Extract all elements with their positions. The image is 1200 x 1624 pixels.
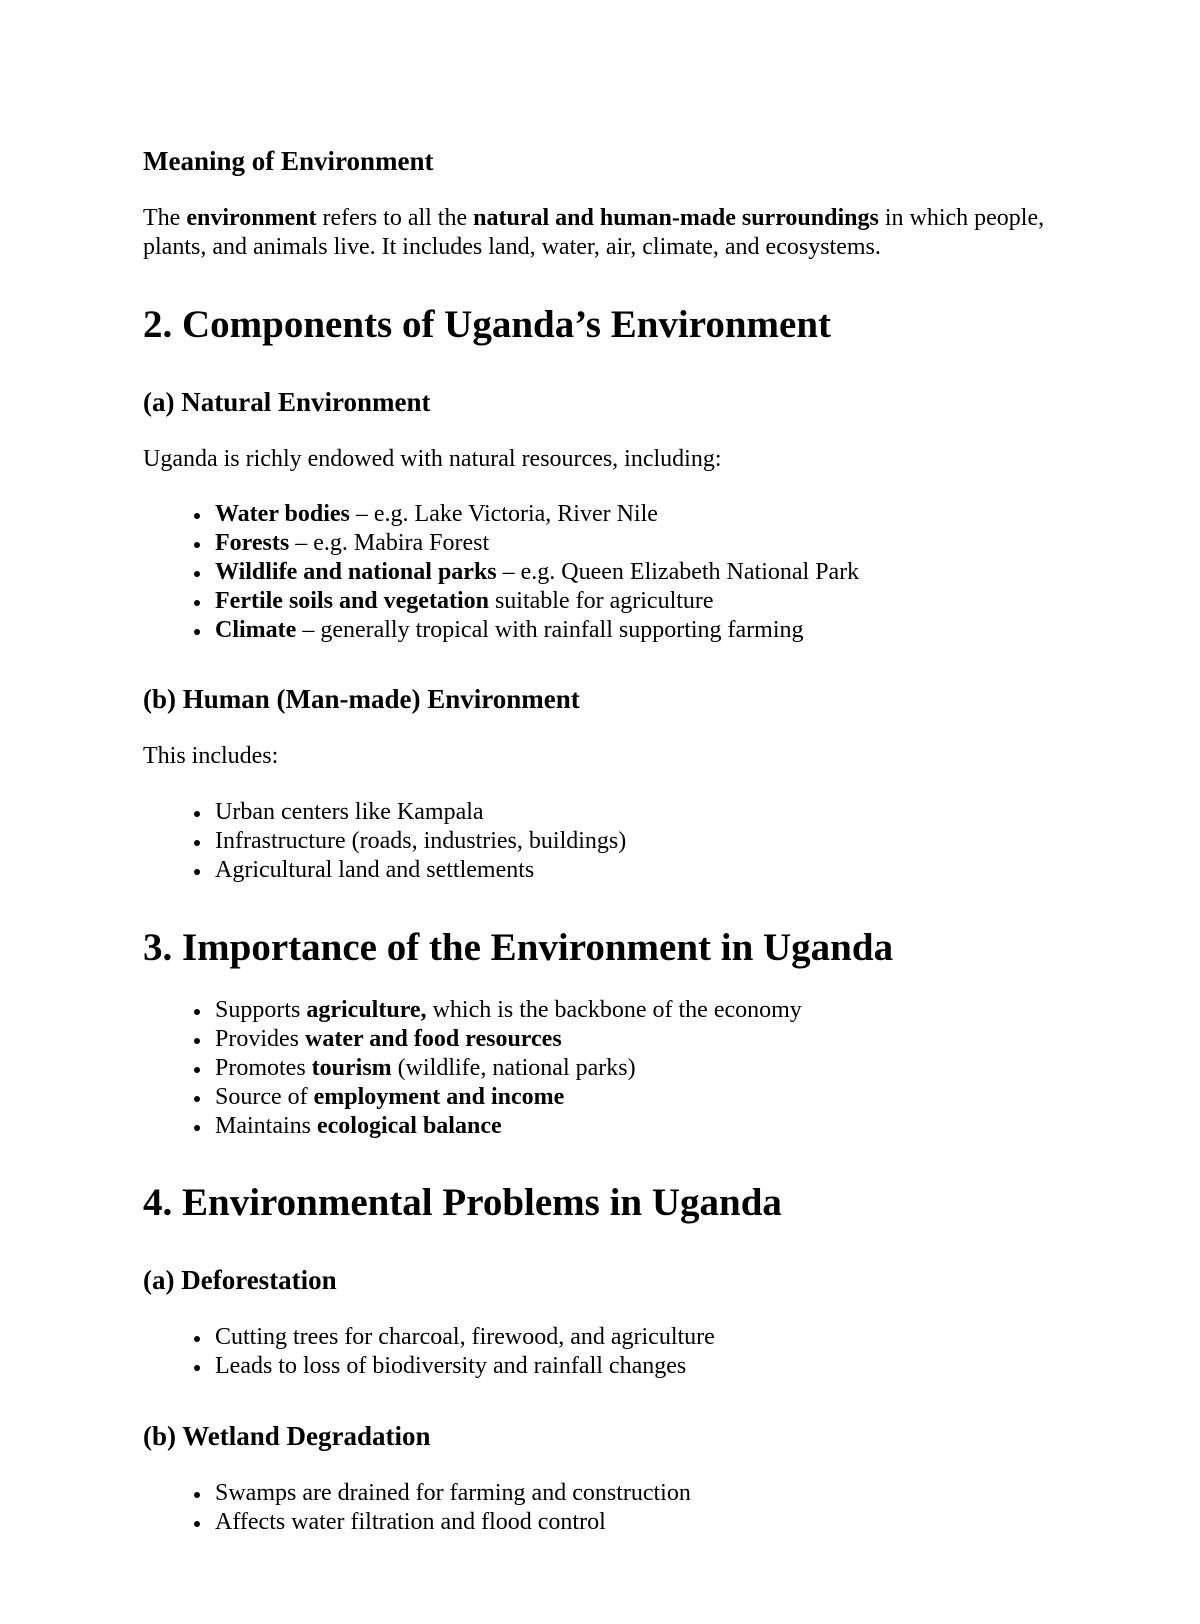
paragraph xyxy=(143,204,1055,262)
section-heading xyxy=(143,304,1055,347)
text-run: suitable for agriculture xyxy=(488,587,714,614)
text-run: in which people, plants, and animals live. It includes land, water, air, climate, and ecosystems. xyxy=(143,205,1045,260)
list-item xyxy=(212,996,1055,1025)
text-run: (b) Human (Man-made) Environment xyxy=(143,684,580,715)
text-run: Urban centers like Kampala xyxy=(215,799,484,826)
text-run: Meaning of Environment xyxy=(143,146,434,176)
text-run: Uganda is richly endowed with natural resources, including: xyxy=(143,445,722,472)
text-run: refers to all the xyxy=(316,205,474,232)
text-run: Supports xyxy=(215,997,307,1024)
list-item xyxy=(212,1479,1055,1508)
text-run: (a) Natural Environment xyxy=(143,386,431,417)
list-item xyxy=(212,1323,1055,1352)
text-run: Swamps are drained for farming and construction xyxy=(215,1480,691,1507)
text-run: – e.g. Mabira Forest xyxy=(289,530,490,557)
list-item xyxy=(212,856,1055,885)
text-run: Climate xyxy=(215,616,297,643)
list-item xyxy=(212,529,1055,558)
text-run: Water bodies xyxy=(215,501,350,528)
list-item xyxy=(212,1508,1055,1537)
bullet-list xyxy=(143,500,1055,644)
document-body xyxy=(143,146,1055,1537)
text-run: Promotes xyxy=(215,1055,312,1082)
bullet-list xyxy=(143,798,1055,884)
text-run: employment and income xyxy=(313,1083,565,1110)
text-run: – e.g. Queen Elizabeth National Park xyxy=(496,558,860,585)
subsection-heading xyxy=(143,146,1055,177)
list-item xyxy=(212,1025,1055,1054)
text-run: Wildlife and national parks xyxy=(215,558,497,585)
text-run: Infrastructure (roads, industries, buildings) xyxy=(215,828,627,854)
list-item xyxy=(212,827,1055,856)
text-run: natural and human-made surroundings xyxy=(473,205,879,232)
text-run: – e.g. Lake Victoria, River Nile xyxy=(349,501,658,528)
bullet-list xyxy=(143,1323,1055,1381)
section-heading xyxy=(143,1182,1055,1225)
text-run: ecological balance xyxy=(317,1112,502,1139)
text-run: Cutting trees for charcoal, firewood, and agriculture xyxy=(215,1324,715,1351)
subsection-heading xyxy=(143,1421,1055,1452)
list-item xyxy=(212,616,1055,645)
list-item xyxy=(212,587,1055,616)
text-run: Fertile soils and vegetation xyxy=(215,587,489,614)
text-run: which is the backbone of the economy xyxy=(426,997,802,1024)
subsection-heading xyxy=(143,1265,1055,1296)
text-run: (b) Wetland Degradation xyxy=(143,1421,431,1451)
bullet-list xyxy=(143,1479,1055,1537)
list-item xyxy=(212,1112,1055,1141)
paragraph xyxy=(143,445,1055,474)
paragraph xyxy=(143,742,1055,771)
text-run: – generally tropical with rainfall supporting farming xyxy=(296,616,804,643)
text-run: Agricultural land and settlements xyxy=(215,856,535,883)
text-run: Forests xyxy=(215,530,290,557)
list-item xyxy=(212,1352,1055,1381)
text-run: Leads to loss of biodiversity and rainfall changes xyxy=(215,1353,687,1380)
text-run: The xyxy=(143,205,187,232)
subsection-heading xyxy=(143,684,1055,715)
list-item xyxy=(212,500,1055,529)
subsection-heading xyxy=(143,387,1055,418)
text-run: Source of xyxy=(215,1083,314,1110)
text-run: Provides xyxy=(215,1026,305,1053)
text-run: 4. Environmental Problems in Uganda xyxy=(143,1181,782,1225)
text-run: (a) Deforestation xyxy=(143,1265,337,1296)
text-run: (wildlife, national parks) xyxy=(391,1055,636,1082)
text-run: Maintains xyxy=(215,1112,317,1139)
list-item xyxy=(212,1083,1055,1112)
text-run: This includes: xyxy=(143,743,279,770)
text-run: agriculture, xyxy=(306,997,427,1024)
list-item xyxy=(212,558,1055,587)
text-run: 3. Importance of the Environment in Uganda xyxy=(143,925,894,969)
list-item xyxy=(212,798,1055,827)
list-item xyxy=(212,1054,1055,1083)
text-run: water and food resources xyxy=(305,1026,562,1053)
text-run: environment xyxy=(186,205,317,232)
section-heading xyxy=(143,927,1055,970)
bullet-list xyxy=(143,996,1055,1140)
text-run: Affects water filtration and flood control xyxy=(215,1508,606,1535)
text-run: 2. Components of Uganda’s Environment xyxy=(143,302,832,346)
text-run: tourism xyxy=(311,1055,392,1082)
